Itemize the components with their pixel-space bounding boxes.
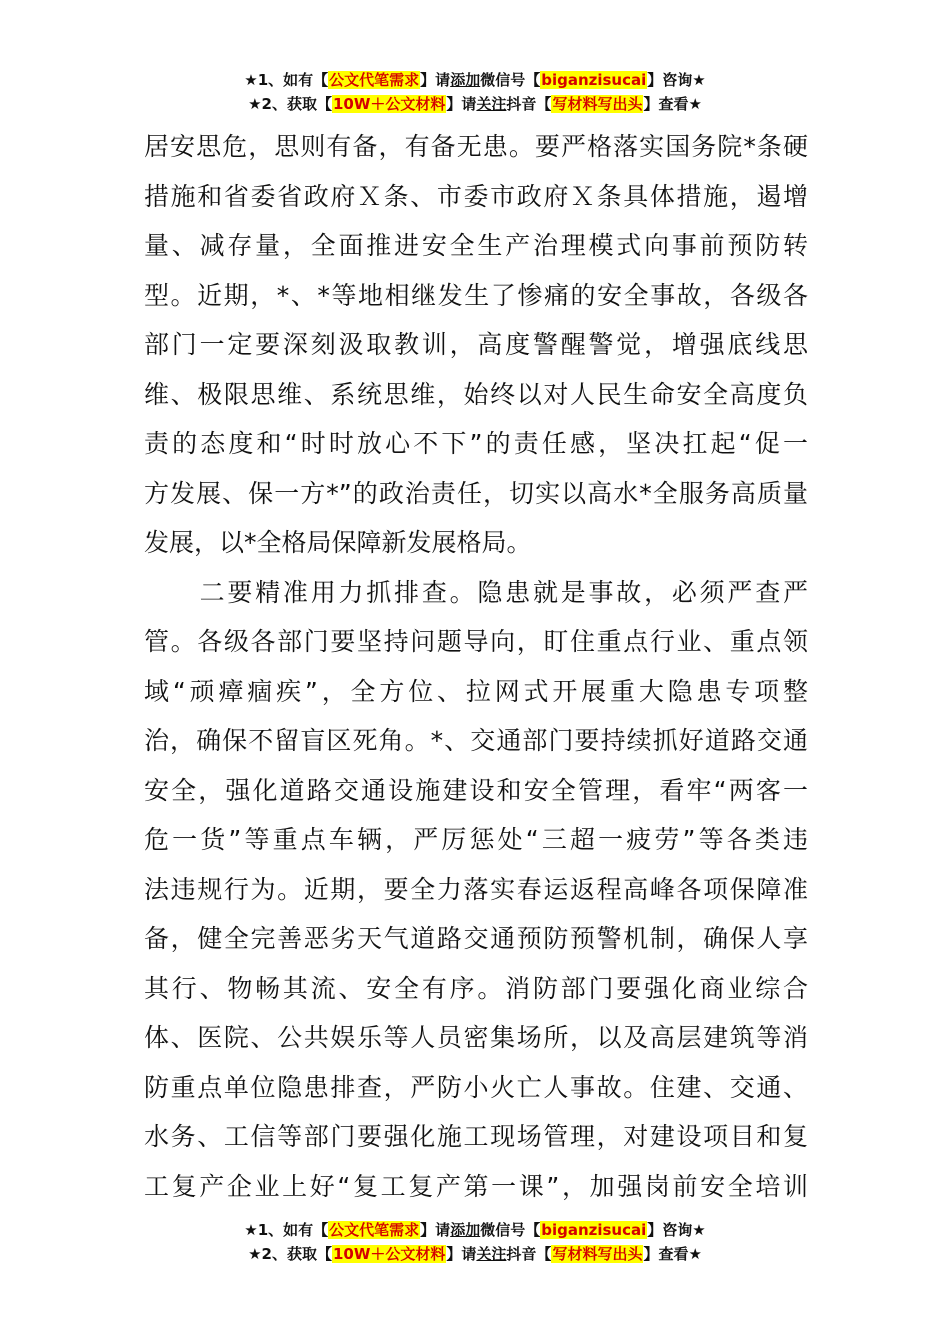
text-line: 型。近期，*、*等地相继发生了惨痛的安全事故，各级各 [144,280,808,310]
banner-text: 】请 [420,1221,451,1239]
text-line: 维、极限思维、系统思维，始终以对人民生命安全高度负 [144,379,808,409]
banner-highlight-service: 公文代笔需求 [329,1221,420,1239]
text-line: 责的态度和“时时放心不下”的责任感，坚决扛起“促一 [144,429,808,458]
text-line: 水务、工信等部门要强化施工现场管理，对建设项目和复 [144,1122,808,1151]
header-banner-line-2 [0,92,950,116]
footer-banner-line-1 [0,1218,950,1242]
footer-banner-line-2 [0,1242,950,1266]
banner-text: 微信号【 [480,1221,541,1239]
banner-text: 微信号【 [480,71,541,89]
banner-text: ★2、获取【 [248,95,332,113]
text-line: 居安思危，思则有备，有备无患。要严格落实国务院*条硬 [144,132,808,161]
banner-underlined-word: 添加 [450,1221,481,1239]
text-line: 量、减存量，全面推进安全生产治理模式向事前预防转 [144,231,808,260]
text-line: 安全，强化道路交通设施建设和安全管理，看牢“两客一 [144,775,808,805]
text-line: 防重点单位隐患排查，严防小火亡人事故。住建、交通、 [144,1072,808,1102]
banner-text: 抖音【 [506,95,552,113]
text-line: 备，健全完善恶劣天气道路交通预防预警机制，确保人享 [144,924,808,953]
banner-highlight-materials: 10W＋公文材料 [332,1245,446,1263]
banner-text: ★1、如有【 [244,1221,329,1239]
banner-highlight-douyin: 写材料写出头 [552,1245,643,1263]
banner-highlight-materials: 10W＋公文材料 [332,95,446,113]
header-banner [0,68,950,116]
text-line: 域“顽瘴痼疾”，全方位、拉网式开展重大隐患专项整 [144,676,808,706]
banner-text: 】查看★ [643,95,702,113]
banner-highlight-wechat-id: biganzisucai [541,71,647,89]
text-line: 法违规行为。近期，要全力落实春运返程高峰各项保障准 [144,874,808,904]
banner-text: 抖音【 [506,1245,552,1263]
text-line: 治，确保不留盲区死角。*、交通部门要持续抓好道路交通 [144,726,808,755]
banner-underlined-word: 添加 [450,71,481,89]
text-line: 发展，以*全格局保障新发展格局。 [144,528,532,557]
banner-text: 】请 [420,71,451,89]
text-line: 二要精准用力抓排查。隐患就是事故，必须严查严 [144,577,808,607]
banner-text: 】请 [446,95,477,113]
banner-text: 】查看★ [643,1245,702,1263]
text-line: 方发展、保一方*”的政治责任，切实以高水*全服务高质量 [144,478,808,508]
banner-highlight-service: 公文代笔需求 [329,71,420,89]
paragraph-section-two [144,568,808,1212]
banner-text: 】请 [446,1245,477,1263]
text-line: 其行、物畅其流、安全有序。消防部门要强化商业综合 [144,973,808,1003]
banner-underlined-word: 关注 [476,1245,507,1263]
banner-highlight-wechat-id: biganzisucai [541,1221,647,1239]
text-line: 部门一定要深刻汲取教训，高度警醒警觉，增强底线思 [144,330,808,359]
banner-text: ★1、如有【 [244,71,329,89]
text-line: 措施和省委省政府Ｘ条、市委市政府Ｘ条具体措施，遏增 [144,181,808,211]
header-banner-line-1 [0,68,950,92]
paragraph-continued [144,122,808,568]
banner-text: 】咨询★ [647,71,706,89]
banner-text: 】咨询★ [647,1221,706,1239]
text-line: 管。各级各部门要坚持问题导向，盯住重点行业、重点领 [144,627,808,656]
document-body [144,122,808,1211]
banner-highlight-douyin: 写材料写出头 [552,95,643,113]
banner-text: ★2、获取【 [248,1245,332,1263]
text-line: 体、医院、公共娱乐等人员密集场所，以及高层建筑等消 [144,1023,808,1052]
footer-banner [0,1218,950,1266]
text-line: 危一货”等重点车辆，严厉惩处“三超一疲劳”等各类违 [144,825,808,854]
text-line: 工复产企业上好“复工复产第一课”，加强岗前安全培训 [144,1171,808,1201]
banner-underlined-word: 关注 [476,95,507,113]
